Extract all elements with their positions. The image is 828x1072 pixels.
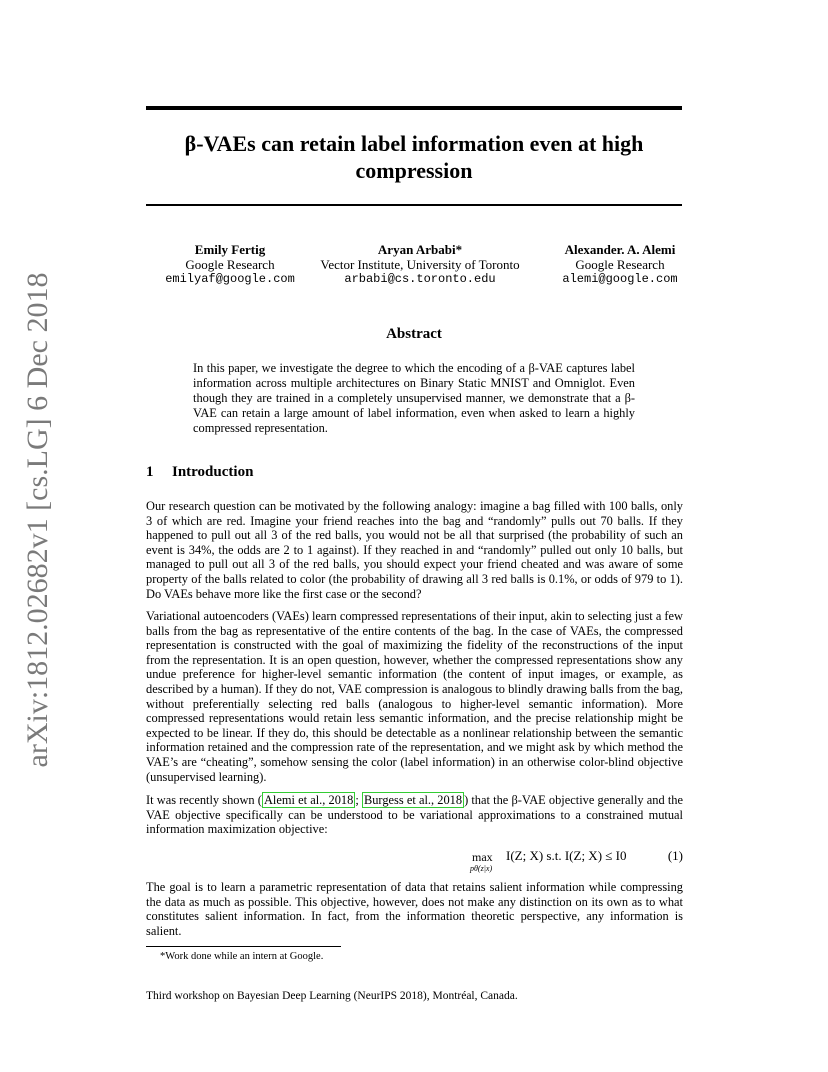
author-block [535, 242, 705, 287]
arxiv-identifier-stamp [21, 272, 54, 768]
footnote: *Work done while an intern at Google. [160, 951, 324, 962]
author-affiliation: Google Research [185, 257, 275, 272]
title-rule-top [146, 106, 682, 110]
paper-title: β-VAEs can retain label information even at high compression [184, 131, 644, 183]
body-paragraph: Variational autoencoders (VAEs) learn compressed representations of their input, akin to selecting just a few balls from the bag as representative of the entire contents of the bag. In the case of VAEs, the compressed representation is constructed with the goal of maximizing the fidelity of the reconstructions of the input from the representation. It is an open question, however, whether the compressed representations show any undue preference for higher-level semantic information (the content of input images, or example, as described by a human). If they do not, VAE compression is analogous to blindly drawing balls from the bag, without preferentially selecting red balls (analogous to higher-level semantic information). More compressed representations would retain less semantic information, and the precise relationship might be expected to be linear. If they do, this should be detectable as a nonlinear relationship between the semantic information retained and the compression rate of the representation, and we might ask by which method the VAE’s are “cheating”, somehow sensing the color (label information) in an otherwise color-blind objective (unsupervised learning). [146, 609, 683, 784]
author-email[interactable]: emilyaf@google.com [165, 272, 295, 286]
equation-body: I(Z; X) s.t. I(Z; X) ≤ I0 [506, 848, 627, 863]
paragraph-text: ) that the β-VAE objective generally and the VAE objective specifically can be understood to be variational approximations to a constrained mutual information maximization objective: [146, 793, 683, 837]
author-email[interactable]: alemi@google.com [562, 272, 678, 286]
abstract-heading: Abstract [386, 326, 442, 342]
equation-subscript: pθ(z|x) [470, 864, 493, 873]
venue-footer: Third workshop on Bayesian Deep Learning (NeurIPS 2018), Montréal, Canada. [146, 990, 518, 1002]
footnote-rule [146, 946, 341, 947]
abstract-text: In this paper, we investigate the degree to which the encoding of a β-VAE captures label information across multiple architectures on Binary Static MNIST and Omniglot. Even though they are trained in a completely unsupervised manner, we demonstrate that a β-VAE can retain a large amount of label information, even when asked to learn a highly compressed representation. [193, 361, 635, 435]
paragraph-text: ; [355, 793, 362, 807]
author-affiliation: Google Research [575, 257, 665, 272]
title-rule-bottom [146, 204, 682, 206]
author-block [150, 242, 310, 287]
author-name: Alexander. A. Alemi [564, 242, 676, 257]
equation-number: (1) [667, 848, 683, 863]
body-paragraph: Our research question can be motivated by the following analogy: imagine a bag filled with 100 balls, only 3 of which are red. Imagine your friend reaches into the bag and “randomly” pulls out 70 balls. If they happened to pull out all 3 of the red balls, you would not be all that surprised (the probability of such an event is 34%, the odds are 2 to 1 against). If they reached in and “randomly” pulled out only 10 balls, but managed to pull out all 3 of the red balls, you should expect your friend cheated and was aware of some property of the balls related to color (the probability of drawing all 3 red balls is 0.1%, or odds of 979 to 1). Do VAEs behave more like the first case or the second? [146, 499, 683, 601]
section-number: 1 [146, 464, 154, 480]
author-name: Aryan Arbabi* [377, 242, 463, 257]
author-email[interactable]: arbabi@cs.toronto.edu [344, 272, 496, 286]
citation-link[interactable]: Alemi et al., 2018 [263, 793, 354, 807]
section-title: Introduction [172, 464, 254, 480]
author-name: Emily Fertig [194, 242, 266, 257]
citation-link[interactable]: Burgess et al., 2018 [363, 793, 463, 807]
body-paragraph: The goal is to learn a parametric representation of data that retains salient information while compressing the data as much as possible. This objective, however, does not make any distinction on its own as to what constitutes salient information. In fact, from the information theoretic perspective, any information is salient. [146, 880, 683, 938]
author-affiliation: Vector Institute, University of Toronto [320, 257, 520, 272]
author-block [310, 242, 530, 287]
body-paragraph [146, 793, 683, 837]
section-heading [146, 464, 253, 481]
arxiv-stamp-text: arXiv:1812.02682v1 [cs.LG] 6 Dec 2018 [21, 272, 54, 768]
equation-1 [146, 846, 683, 876]
equation-operator: max [472, 850, 493, 864]
paragraph-text: It was recently shown ( [146, 793, 262, 807]
